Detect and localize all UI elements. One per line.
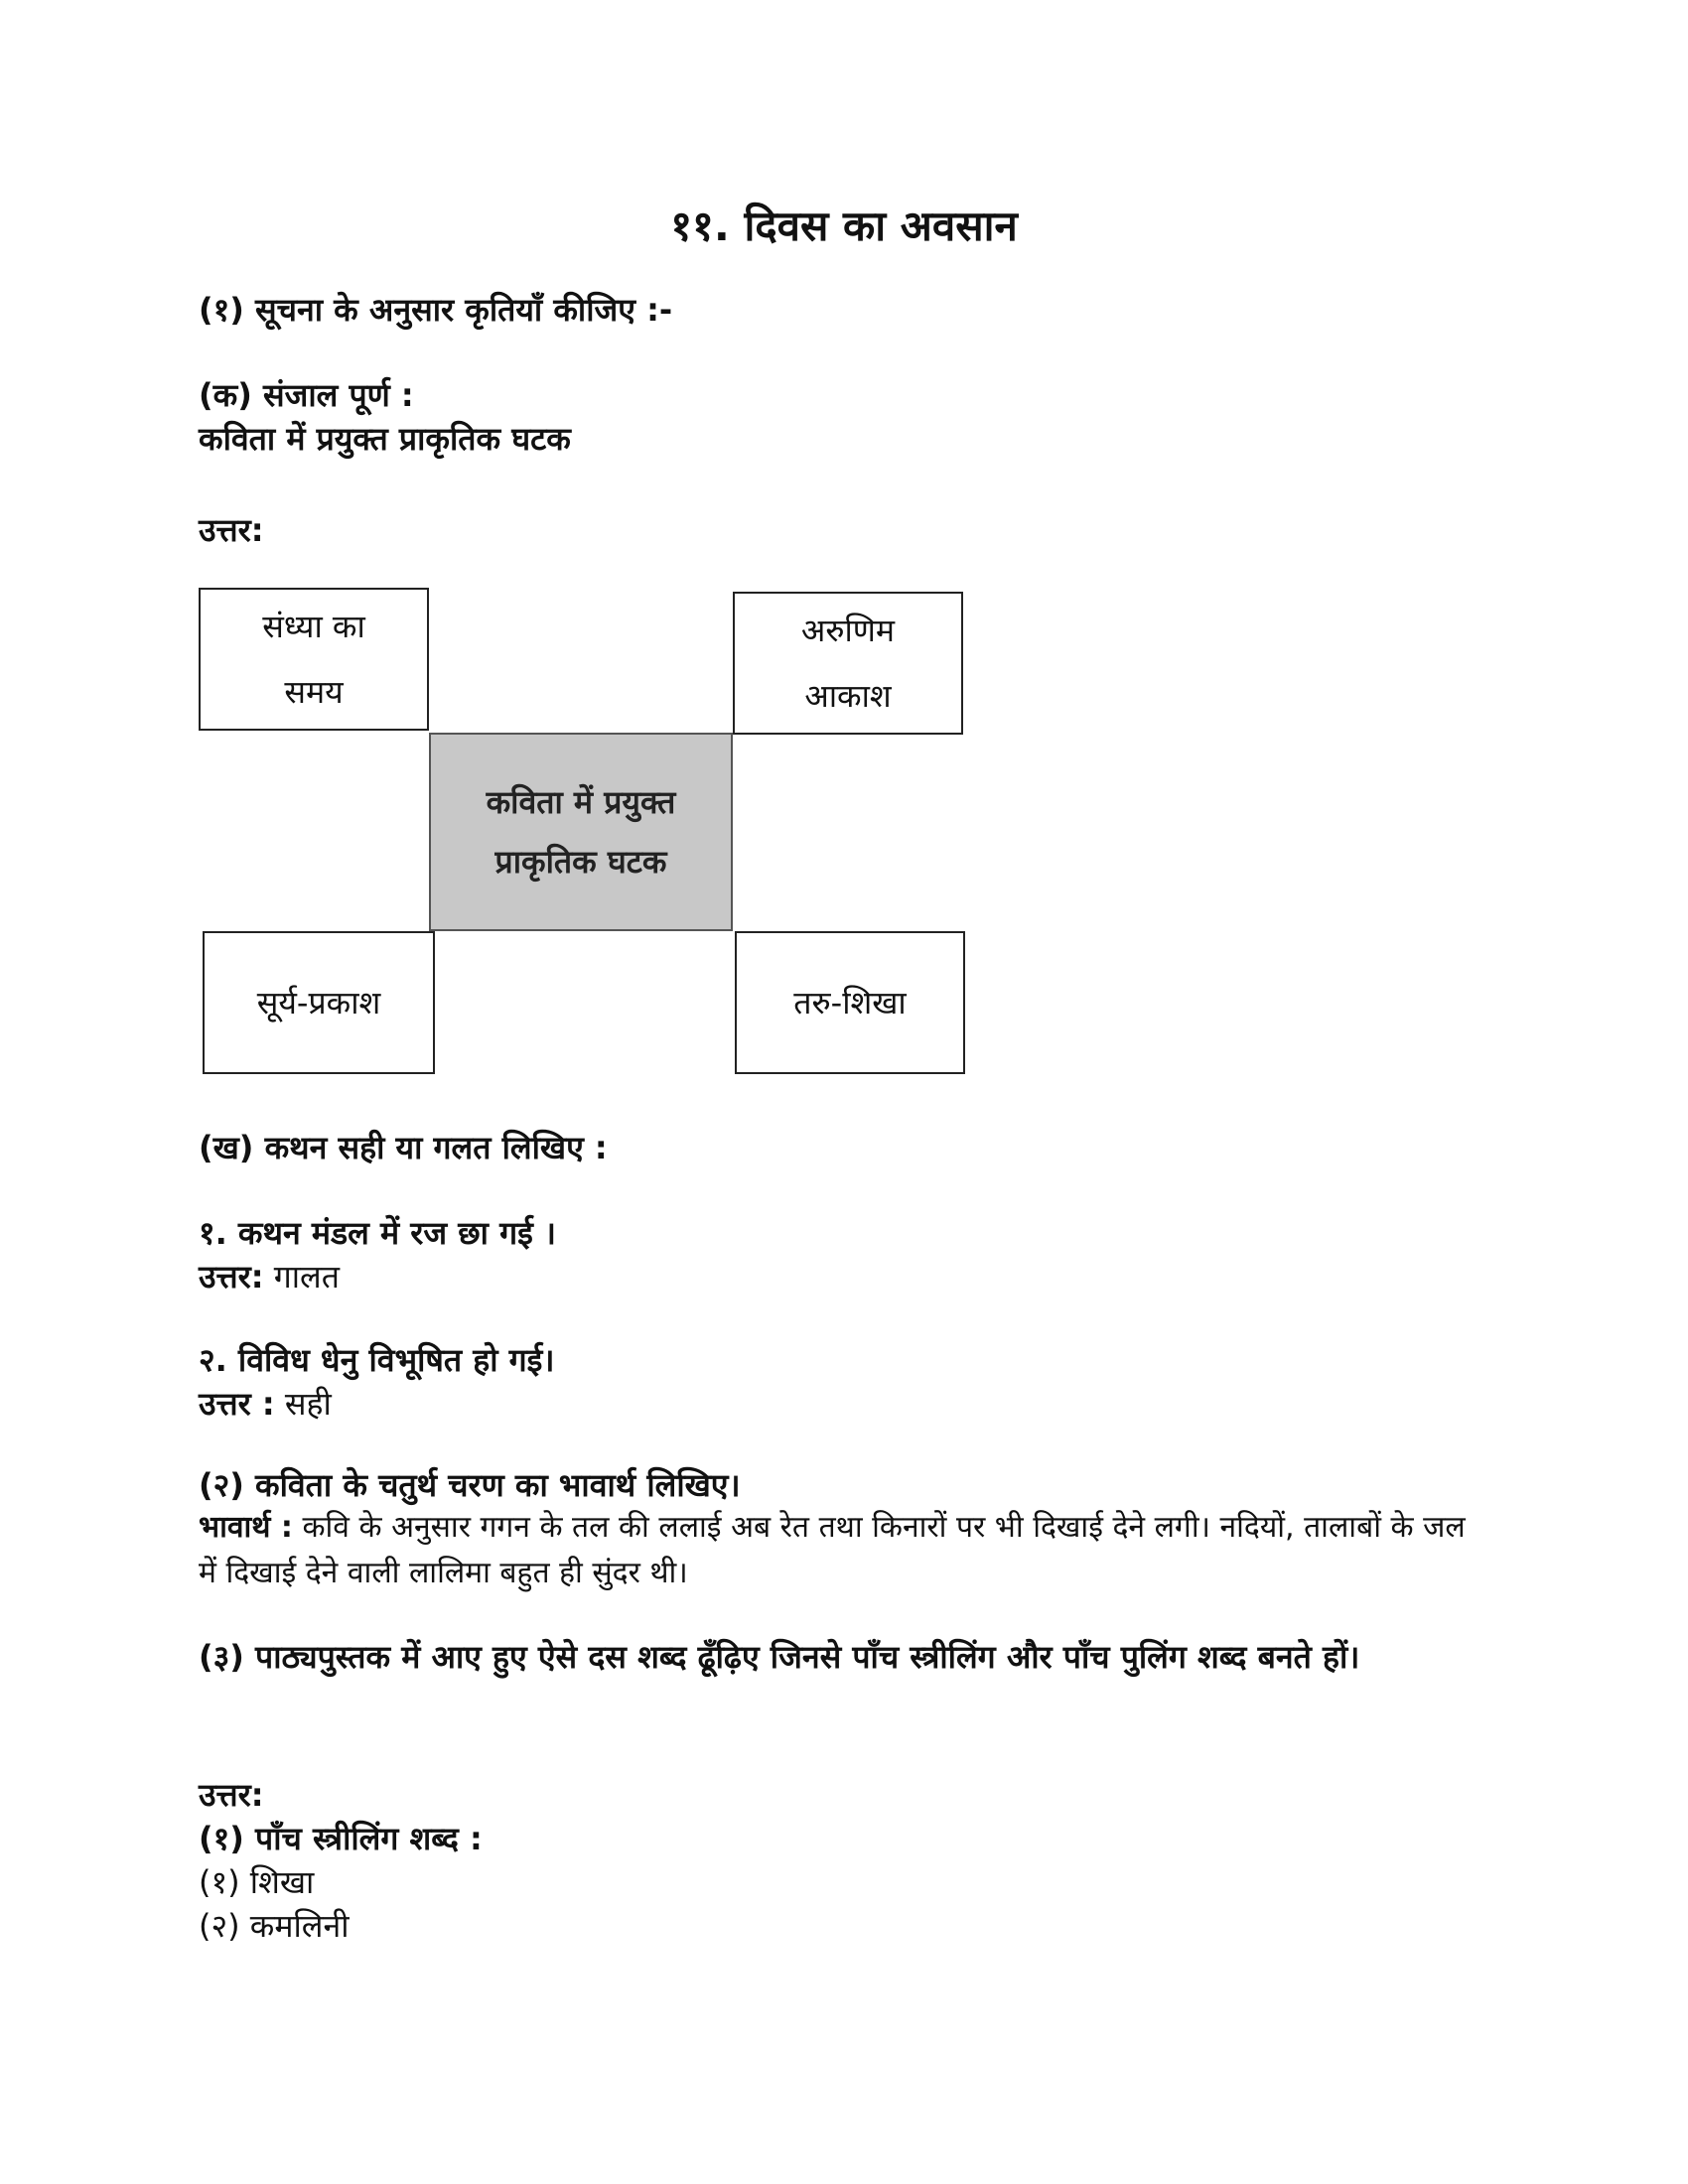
q3-heading: (३) पाठ्यपुस्तक में आए हुए ऐसे दस शब्द ढूँढ़िए जिनसे पाँच स्त्रीलिंग और पाँच पुलिंग शब्द बनते हों। xyxy=(199,1638,1360,1676)
q3-item-2: (२) कमलिनी xyxy=(199,1907,350,1945)
q1-ka-subheading: कविता में प्रयुक्त प्राकृतिक घटक xyxy=(199,420,571,458)
q1-kha-item-2-question: २. विविध धेनु विभूषित हो गई। xyxy=(199,1341,555,1379)
q1-ka-heading: (क) संजाल पूर्ण : xyxy=(199,376,414,414)
q2-answer-text: कवि के अनुसार गगन के तल की ललाई अब रेत तथा किनारों पर भी दिखाई देने लगी। नदियों, तालाबों के जल में दिखाई देने वाली लालिमा बहुत ही सुंदर थी। xyxy=(199,1510,1466,1590)
diagram-bottom-left-box xyxy=(203,931,435,1074)
diagram-bottom-left-label: सूर्य-प्रकाश xyxy=(256,984,381,1022)
q1-kha-item-2-answer xyxy=(199,1382,332,1425)
answer-label: उत्तर: xyxy=(199,1258,264,1296)
q2-answer-label: भावार्थ : xyxy=(199,1510,293,1545)
q3-answer-label: उत्तर: xyxy=(199,1776,264,1814)
q3-item-1: (१) शिखा xyxy=(199,1863,315,1901)
q2-heading: (२) कविता के चतुर्थ चरण का भावार्थ लिखिए। xyxy=(199,1466,741,1504)
diagram-bottom-right-box xyxy=(735,931,965,1074)
q2-answer xyxy=(199,1505,1489,1596)
diagram-top-left-box xyxy=(199,588,429,731)
q1-kha-heading: (ख) कथन सही या गलत लिखिए : xyxy=(199,1129,608,1166)
diagram-top-left-label: संध्या का समय xyxy=(262,608,365,711)
q1-kha-item-1-question: १. कथन मंडल में रज छा गई । xyxy=(199,1214,557,1252)
diagram-center-label: कविता में प्रयुक्त प्राकृतिक घटक xyxy=(486,783,676,881)
answer-text: गालत xyxy=(273,1258,340,1296)
diagram-bottom-right-label: तरु-शिखा xyxy=(793,984,907,1022)
page-title: ११. दिवस का अवसान xyxy=(670,202,1018,250)
answer-label: उत्तर : xyxy=(199,1385,275,1423)
q1-kha-item-1-answer xyxy=(199,1255,340,1297)
q3-sub-heading: (१) पाँच स्त्रीलिंग शब्द : xyxy=(199,1820,483,1857)
diagram-top-right-label: अरुणिम आकाश xyxy=(800,612,896,715)
diagram-top-right-box xyxy=(733,592,963,735)
diagram-center-box xyxy=(429,733,733,931)
q1-heading: (१) सूचना के अनुसार कृतियाँ कीजिए :- xyxy=(199,291,673,329)
q1-ka-answer-label: उत्तर: xyxy=(199,511,264,549)
answer-text: सही xyxy=(284,1385,332,1423)
